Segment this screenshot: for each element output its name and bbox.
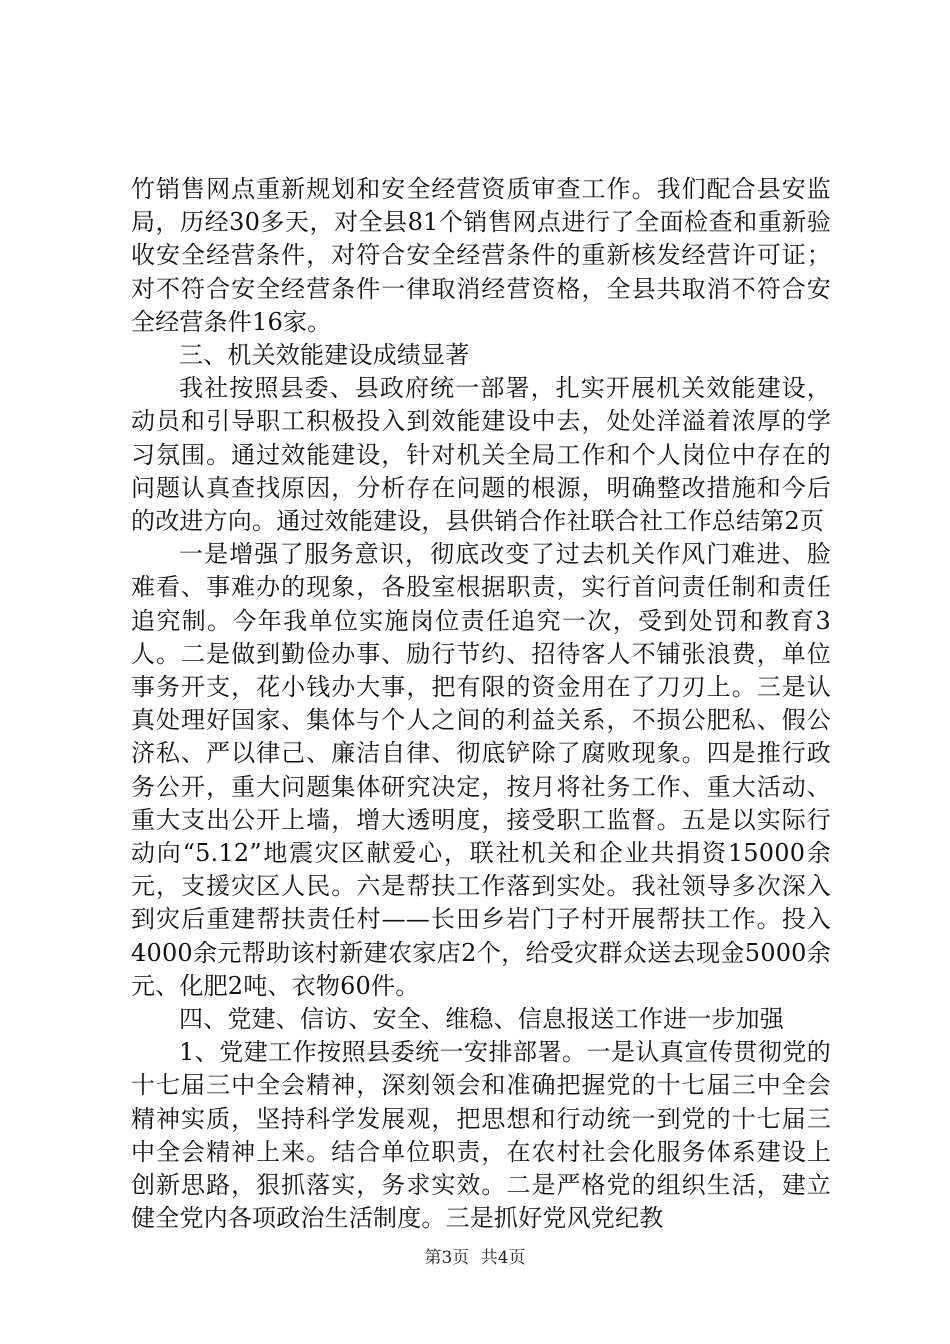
paragraph: 1、党建工作按照县委统一安排部署。一是认真宣传贯彻党的十七届三中全会精神，深刻领会和准确把握党的十七届三中全会精神实质，坚持科学发展观，把思想和行动统一到党的十七届三中全会精神上来。结合单位职责，在农村社会化服务体系建设上创新思路，狠抓落实，务求实效。二是严格党的组织生活，建立健全党内各项政治生活制度。三是抓好党风党纪教 <box>131 1038 831 1233</box>
paragraph: 一是增强了服务意识，彻底改变了过去机关作风门难进、脸难看、事难办的现象，各股室根据职责，实行首问责任制和责任追究制。今年我单位实施岗位责任追究一次，受到处罚和教育3人。二是做到勤俭办事、励行节约、招待客人不铺张浪费，单位事务开支，花小钱办大事，把有限的资金用在了刀刃上。三是认真处理好国家、集体与个人之间的利益关系，不损公肥私、假公济私、严以律己、廉洁自律、彻底铲除了腐败现象。四是推行政务公开，重大问题集体研究决定，按月将社务工作、重大活动、重大支出公开上墙，增大透明度，接受职工监督。五是以实际行动向“5.12”地震灾区献爱心，联社机关和企业共捐资15000余元，支援灾区人民。六是帮扶工作落到实处。我社领导多次深入到灾后重建帮扶责任村——长田乡岩门子村开展帮扶工作。投入4000余元帮助该村新建农家店2个，给受灾群众送去现金5000余元、化肥2吨、衣物60件。 <box>131 540 831 1000</box>
page-footer <box>0 1243 950 1268</box>
section-heading: 四、党建、信访、安全、维稳、信息报送工作进一步加强 <box>179 1005 784 1034</box>
section-heading: 三、机关效能建设成绩显著 <box>179 341 470 370</box>
page-total: 共4页 <box>480 1248 526 1268</box>
page-number: 第3页 <box>424 1248 470 1268</box>
paragraph: 竹销售网点重新规划和安全经营资质审查工作。我们配合县安监局，历经30多天，对全县81个销售网点进行了全面检查和重新验收安全经营条件，对符合安全经营条件的重新核发经营许可证；对不符合安全经营条件一律取消经营资格，全县共取消不符合安全经营条件16家。 <box>131 175 831 336</box>
paragraph: 我社按照县委、县政府统一部署，扎实开展机关效能建设，动员和引导职工积极投入到效能建设中去，处处洋溢着浓厚的学习氛围。通过效能建设，针对机关全局工作和个人岗位中存在的问题认真查找原因，分析存在问题的根源，明确整改措施和今后的改进方向。通过效能建设，县供销合作社联合社工作总结第2页 <box>131 374 831 536</box>
document-body <box>131 173 831 1236</box>
